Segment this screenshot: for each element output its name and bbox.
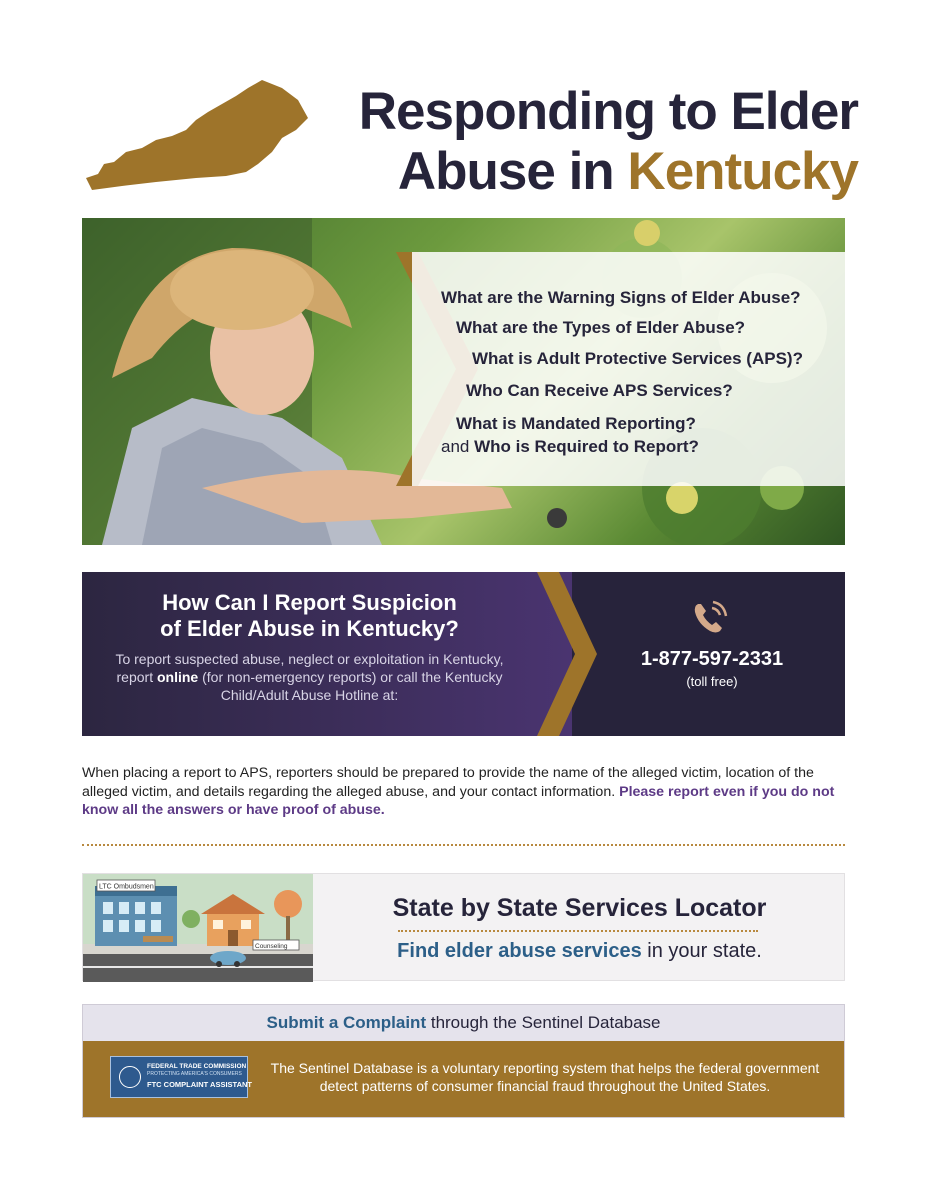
neighborhood-illustration xyxy=(83,874,313,982)
title-state: Kentucky xyxy=(627,142,858,201)
reporting-guidance xyxy=(82,764,852,820)
report-heading-line-2: of Elder Abuse in Kentucky? xyxy=(160,616,459,641)
question-who-receives: Who Can Receive APS Services? xyxy=(466,381,733,400)
ftc-name: FEDERAL TRADE COMMISSION xyxy=(147,1063,247,1070)
report-heading xyxy=(102,590,517,642)
title-prefix: Abuse in xyxy=(397,142,614,201)
complaint-body xyxy=(83,1041,844,1117)
ftc-complaint-assistant-logo[interactable] xyxy=(110,1056,252,1098)
complaint-section xyxy=(82,1004,845,1118)
guidance-highlight: Please report even if you do not know all the answers or have proof of abuse. xyxy=(82,783,835,818)
locator-suffix: in your state. xyxy=(647,940,762,962)
report-instructions xyxy=(102,650,517,704)
complaint-suffix: through the Sentinel Database xyxy=(430,1013,661,1032)
ltc-ombudsmen-sign: LTC Ombudsmen xyxy=(99,883,154,891)
hero-banner xyxy=(82,218,845,545)
locator-dotted-divider xyxy=(398,930,758,932)
sentinel-description: The Sentinel Database is a voluntary reporting system that helps the federal government detect patterns of consumer financial fraud throughout the United States. xyxy=(270,1060,820,1094)
chevron-accent-icon xyxy=(537,572,617,736)
kentucky-map-icon xyxy=(86,78,308,192)
report-text-1: To report suspected abuse, neglect or exploitation in Kentucky, report xyxy=(115,651,504,685)
title-line-2 xyxy=(318,142,858,202)
report-text-2: (for non-emergency reports) or call the Kentucky Child/Adult Abuse Hotline at: xyxy=(202,669,503,703)
dotted-divider xyxy=(82,844,845,846)
report-heading-line-1: How Can I Report Suspicion xyxy=(162,590,457,615)
find-services-link[interactable]: Find elder abuse services xyxy=(397,940,642,962)
ftc-tagline: PROTECTING AMERICA'S CONSUMERS xyxy=(147,1071,242,1077)
question-mandated: What is Mandated Reporting? xyxy=(456,414,696,433)
phone-icon xyxy=(690,598,730,638)
toll-free-note: (toll free) xyxy=(686,674,738,689)
page-title xyxy=(318,82,858,202)
locator-subtitle xyxy=(313,940,846,963)
question-who-reports-text: Who is Required to Report? xyxy=(474,437,699,456)
title-line-1: Responding to Elder xyxy=(358,82,858,141)
question-prefix: and xyxy=(441,437,470,456)
report-section xyxy=(82,572,845,736)
report-online-link[interactable]: online xyxy=(156,669,199,685)
ftc-seal-icon xyxy=(119,1066,141,1088)
counseling-sign: Counseling xyxy=(255,943,288,950)
hotline-number[interactable]: 1-877-597-2331 xyxy=(640,648,784,670)
submit-complaint-link[interactable]: Submit a Complaint xyxy=(266,1013,427,1032)
question-warning-signs: What are the Warning Signs of Elder Abuse? xyxy=(441,288,801,307)
question-who-reports xyxy=(441,437,699,457)
complaint-header xyxy=(83,1005,844,1041)
ftc-assistant-label: FTC COMPLAINT ASSISTANT xyxy=(147,1080,252,1089)
services-locator[interactable] xyxy=(82,873,845,981)
guidance-text: When placing a report to APS, reporters should be prepared to provide the name of the alleged victim, location of the alleged victim, and details regarding the alleged abuse, and your contact information. xyxy=(82,765,814,800)
locator-title: State by State Services Locator xyxy=(392,894,767,922)
question-aps: What is Adult Protective Services (APS)? xyxy=(472,349,803,368)
question-types: What are the Types of Elder Abuse? xyxy=(456,318,746,337)
